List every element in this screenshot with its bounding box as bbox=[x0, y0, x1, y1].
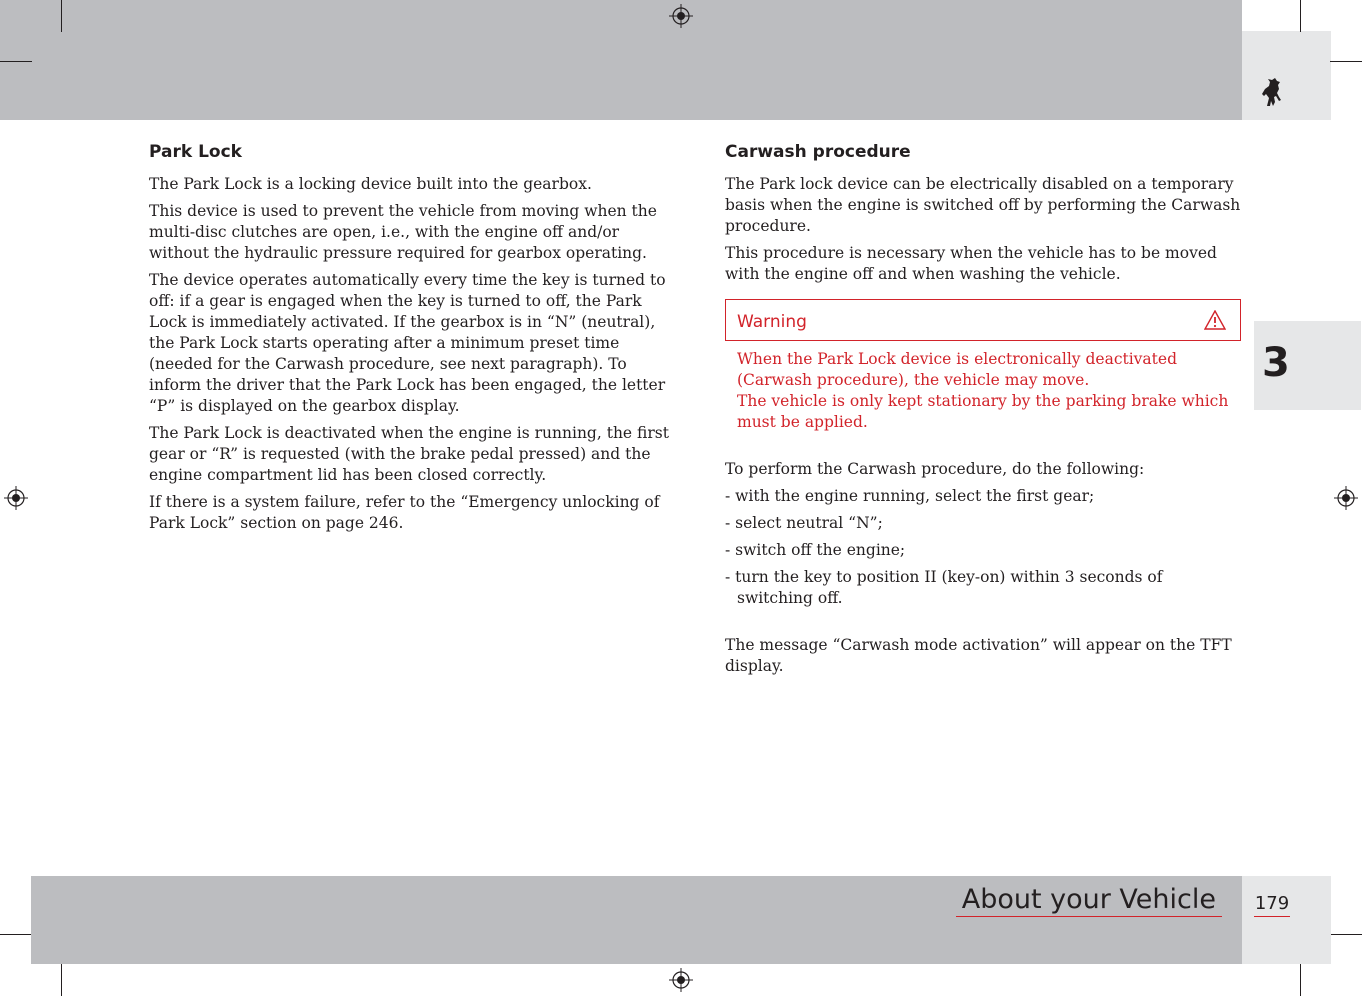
carwash-section bbox=[725, 140, 1241, 683]
section-title: About your Vehicle bbox=[956, 884, 1222, 917]
registration-mark-icon bbox=[669, 4, 693, 28]
crop-mark bbox=[1330, 934, 1362, 935]
paragraph: The Park Lock is a locking device built into the gearbox. bbox=[149, 175, 592, 193]
list-item: - turn the key to position II (key-on) within 3 seconds of switching off. bbox=[725, 568, 1163, 607]
warning-text bbox=[737, 349, 1241, 433]
warning-label: Warning bbox=[737, 312, 807, 332]
warning-line: When the Park Lock device is electronically deactivated (Carwash procedure), the vehicle may move. bbox=[737, 350, 1178, 389]
paragraph: If there is a system failure, refer to the “Emergency unlocking of Park Lock” section on page 246. bbox=[149, 493, 660, 532]
page-number: 179 bbox=[1254, 892, 1290, 917]
list-item: - switch off the engine; bbox=[725, 541, 906, 559]
paragraph: This device is used to prevent the vehicle from moving when the multi-disc clutches are open, i.e., with the engine off and/or without the hydraulic pressure required for gearbox operating. bbox=[149, 202, 657, 262]
list-item: - select neutral “N”; bbox=[725, 514, 883, 532]
footer-page-tab bbox=[1242, 876, 1331, 964]
paragraph: The device operates automatically every time the key is turned to off: if a gear is engaged when the key is turned to off, the Park Lock is immediately activated. If the gearbox is in “N” (neutral), the Park Lock starts operating after a minimum preset time (needed for the Carwash procedure, see next paragraph). To inform the driver that the Park Lock has been engaged, the letter “P” is displayed on the gearbox display. bbox=[149, 271, 666, 415]
header-band bbox=[0, 0, 1242, 120]
warning-box bbox=[725, 299, 1241, 341]
warning-line: The vehicle is only kept stationary by the parking brake which must be applied. bbox=[737, 392, 1229, 431]
paragraph: The Park Lock is deactivated when the engine is running, the first gear or “R” is requested (with the brake pedal pressed) and the engine compartment lid has been closed correctly. bbox=[149, 424, 669, 484]
prancing-horse-logo bbox=[1258, 76, 1286, 108]
registration-mark-icon bbox=[4, 486, 28, 510]
paragraph: The Park lock device can be electrically disabled on a temporary basis when the engine is switched off by performing the Carwash procedure. bbox=[725, 175, 1241, 235]
warning-triangle-icon bbox=[1204, 310, 1226, 330]
step-list bbox=[725, 486, 1241, 609]
registration-mark-icon bbox=[1334, 486, 1358, 510]
crop-mark bbox=[1300, 964, 1301, 996]
registration-mark-icon bbox=[669, 968, 693, 992]
paragraph: The message “Carwash mode activation” will appear on the TFT display. bbox=[725, 636, 1232, 675]
crop-mark bbox=[1300, 0, 1301, 32]
park-lock-section bbox=[149, 140, 669, 540]
crop-mark bbox=[1330, 61, 1362, 62]
header-logo-tab bbox=[1242, 31, 1331, 120]
crop-mark bbox=[0, 934, 32, 935]
paragraph: To perform the Carwash procedure, do the following: bbox=[725, 460, 1145, 478]
section-heading: Park Lock bbox=[149, 142, 242, 162]
list-item: - with the engine running, select the first gear; bbox=[725, 487, 1095, 505]
chapter-number: 3 bbox=[1262, 340, 1290, 386]
crop-mark bbox=[61, 0, 62, 32]
paragraph: This procedure is necessary when the vehicle has to be moved with the engine off and when washing the vehicle. bbox=[725, 244, 1217, 283]
crop-mark bbox=[0, 61, 32, 62]
section-heading: Carwash procedure bbox=[725, 142, 911, 162]
crop-mark bbox=[61, 964, 62, 996]
